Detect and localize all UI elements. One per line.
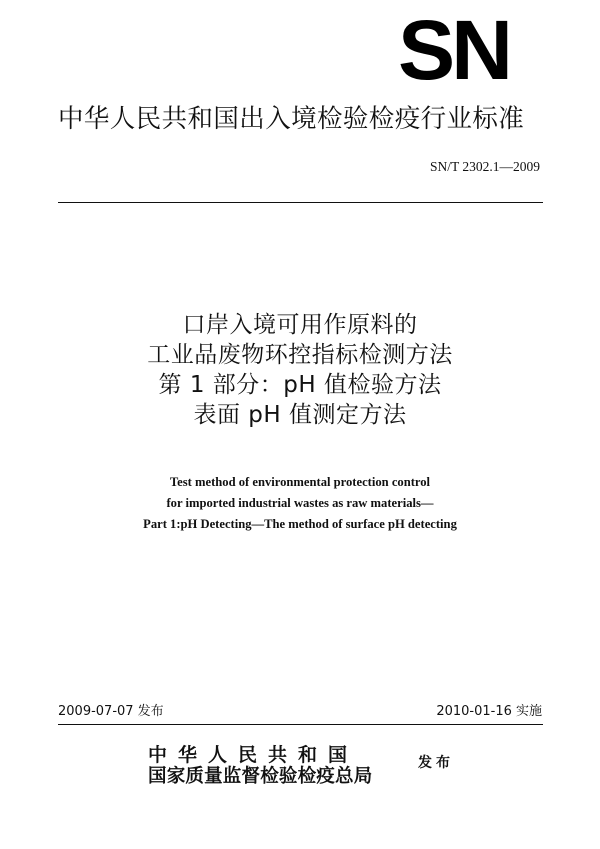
english-title-line-3: Part 1:pH Detecting—The method of surface pH detecting — [143, 517, 457, 531]
implementation-date: 2010-01-16 实施 — [436, 704, 542, 719]
english-title-line-1: Test method of environmental protection control — [169, 475, 431, 489]
chinese-title-line-1: 口岸入境可用作原料的 — [182, 312, 418, 338]
standard-number: SN/T 2302.1—2009 — [429, 159, 540, 174]
chinese-title-line-4: 表面 pH 值测定方法 — [193, 402, 407, 428]
issuer-agency: 国家质量监督检验检疫总局 — [148, 766, 373, 787]
issuing-authority-heading: 中华人民共和国出入境检验检疫行业标准 — [58, 104, 525, 134]
issuer-country: 中华人民共和国 — [148, 744, 359, 766]
chinese-title — [40, 310, 560, 430]
issue-date: 2009-07-07 发布 — [58, 704, 164, 719]
english-title — [40, 472, 560, 535]
english-title-line-2: for imported industrial wastes as raw materials— — [166, 496, 434, 510]
publish-label: 发布 — [418, 755, 454, 771]
issuer-block — [148, 744, 408, 788]
top-divider — [58, 202, 543, 203]
sn-logo: SN — [398, 3, 509, 97]
chinese-title-line-2: 工业品废物环控指标检测方法 — [147, 342, 453, 368]
chinese-title-line-3: 第 1 部分：pH 值检验方法 — [158, 372, 442, 398]
bottom-divider — [58, 724, 543, 725]
